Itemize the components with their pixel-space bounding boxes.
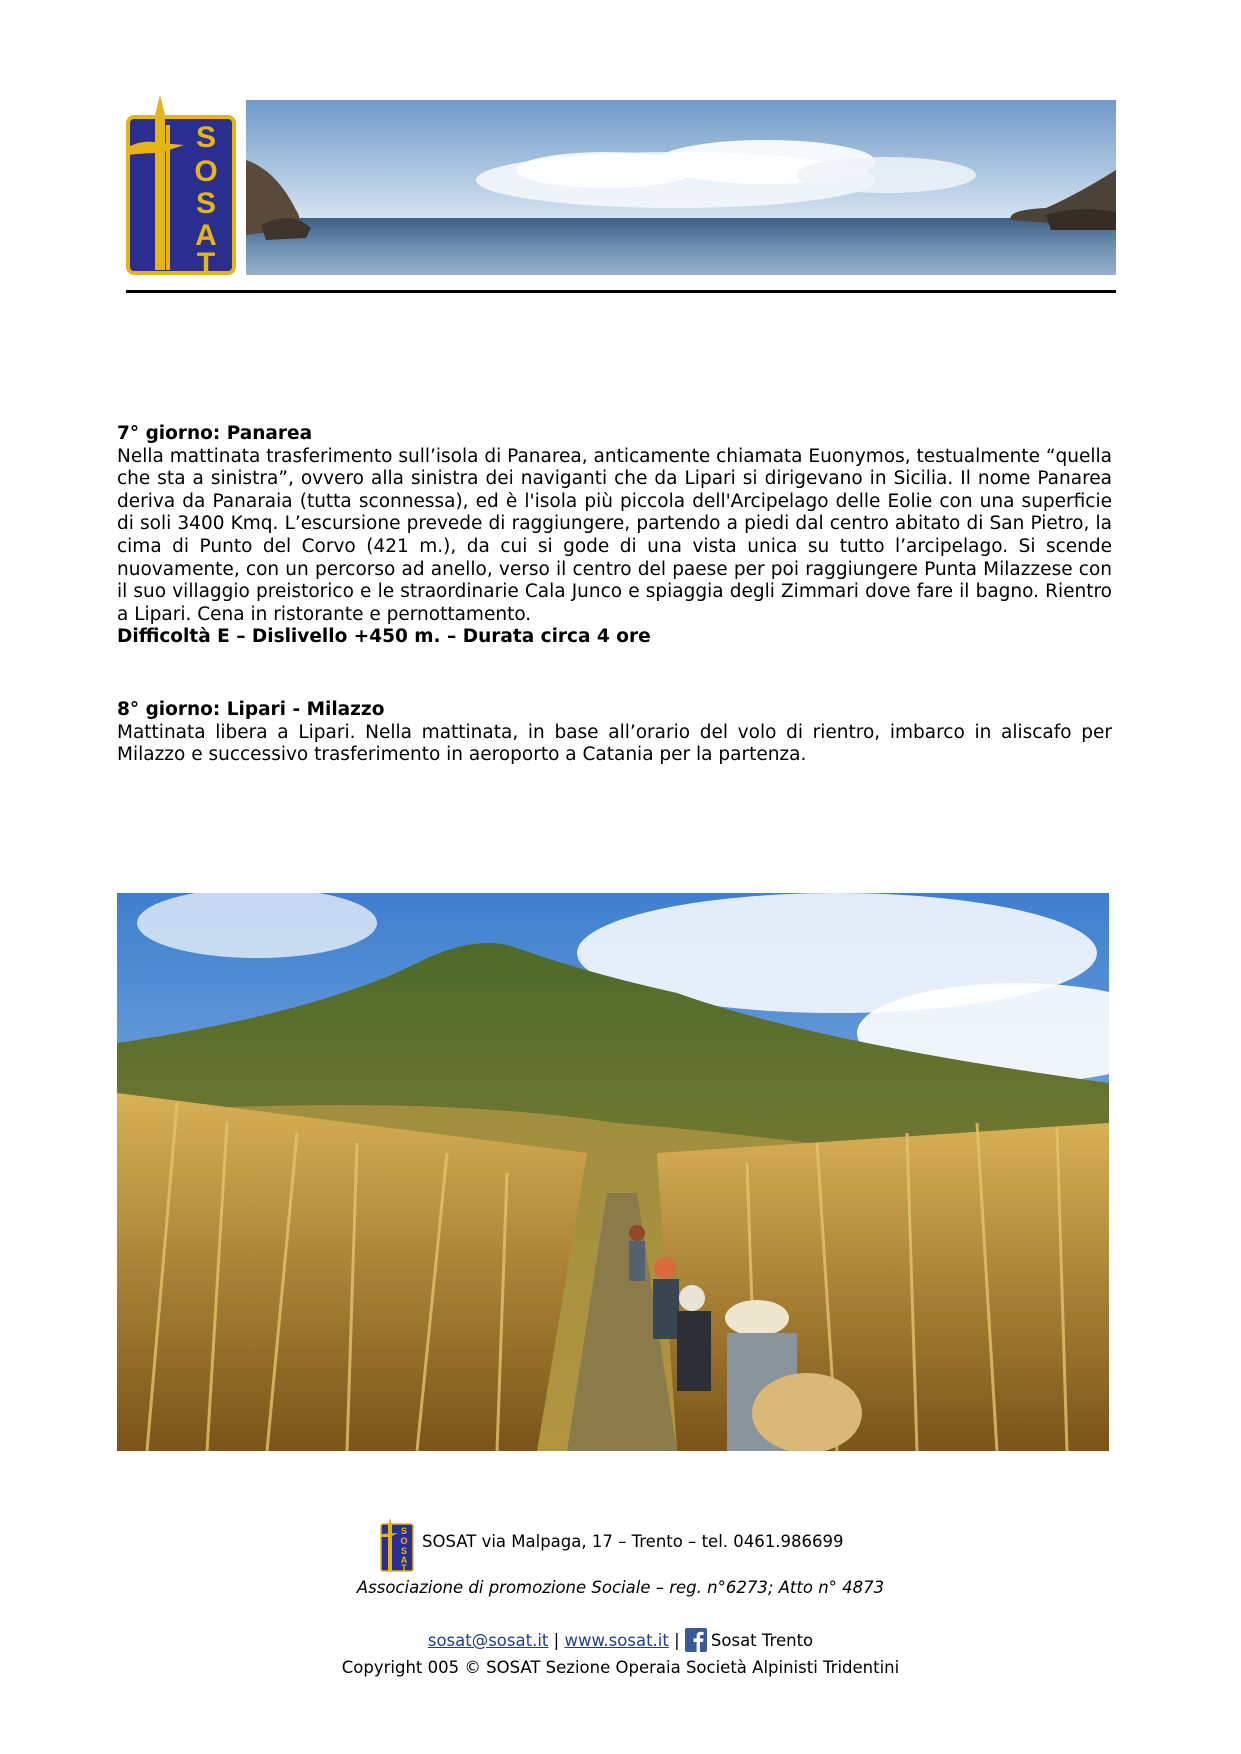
website-link[interactable]: www.sosat.it [564,1631,669,1650]
day8-title: 8° giorno: Lipari - Milazzo [117,698,385,720]
svg-text:S: S [195,187,217,220]
svg-text:S: S [195,121,217,154]
hikers-photo [117,893,1109,1451]
svg-text:S: S [400,1546,408,1556]
itinerary-content [117,423,1112,767]
footer-links [0,1628,1241,1652]
day7-difficulty: Difficoltà E – Dislivello +450 m. – Durata circa 4 ore [117,626,651,648]
sosat-logo [124,95,238,275]
svg-text:O: O [400,1536,408,1546]
header-divider [126,290,1116,293]
sea-banner-image [246,100,1116,275]
day7-description: Nella mattinata trasferimento sull’isola di Panarea, anticamente chiamata Euonymos, testualmente “quella che sta a sinistra”, ovvero alla sinistra dei naviganti che da Lipari si dirigevano in Sicilia. Il nome Panarea deriva da Panaraia (tutta sconnessa), ed è l'isola più piccola dell'Arcipelago delle Eolie con una superficie di soli 3400 Kmq. L’escursione prevede di raggiungere, partendo a piedi dal centro abitato di San Pietro, la cima di Punto del Corvo (421 m.), da cui si gode di una vista unica su tutto l’arcipelago. Si scende nuovamente, con un percorso ad anello, verso il centro del paese per poi raggiungere Punta Milazzese con il suo villaggio preistorico e le straordinarie Cala Junco e spiaggia degli Zimmari dove fare il bagno. Rientro a Lipari. Cena in ristorante e pernottamento. [117,445,1112,625]
separator: | [674,1631,680,1650]
email-link[interactable]: sosat@sosat.it [427,1631,549,1650]
svg-text:T: T [401,1563,407,1572]
svg-text:O: O [194,155,218,188]
footer-copyright: Copyright 005 © SOSAT Sezione Operaia Società Alpinisti Tridentini [341,1658,900,1677]
footer-address: SOSAT via Malpaga, 17 – Trento – tel. 0461.986699 [422,1532,844,1551]
svg-text:S: S [400,1526,408,1536]
sosat-small-logo [380,1518,414,1572]
footer-association: Associazione di promozione Sociale – reg. n°6273; Atto n° 4873 [356,1578,885,1597]
facebook-icon[interactable] [685,1628,707,1652]
svg-text:T: T [196,247,216,275]
day7-title: 7° giorno: Panarea [117,423,313,444]
separator: | [553,1631,560,1650]
day8-description: Mattinata libera a Lipari. Nella mattinata, in base all’orario del volo di rientro, imbarco in aliscafo per Milazzo e successivo trasferimento in aeroporto a Catania per la partenza. [117,721,1112,766]
svg-text:A: A [400,1555,408,1565]
facebook-label[interactable]: Sosat Trento [710,1631,814,1650]
svg-text:A: A [195,219,217,252]
